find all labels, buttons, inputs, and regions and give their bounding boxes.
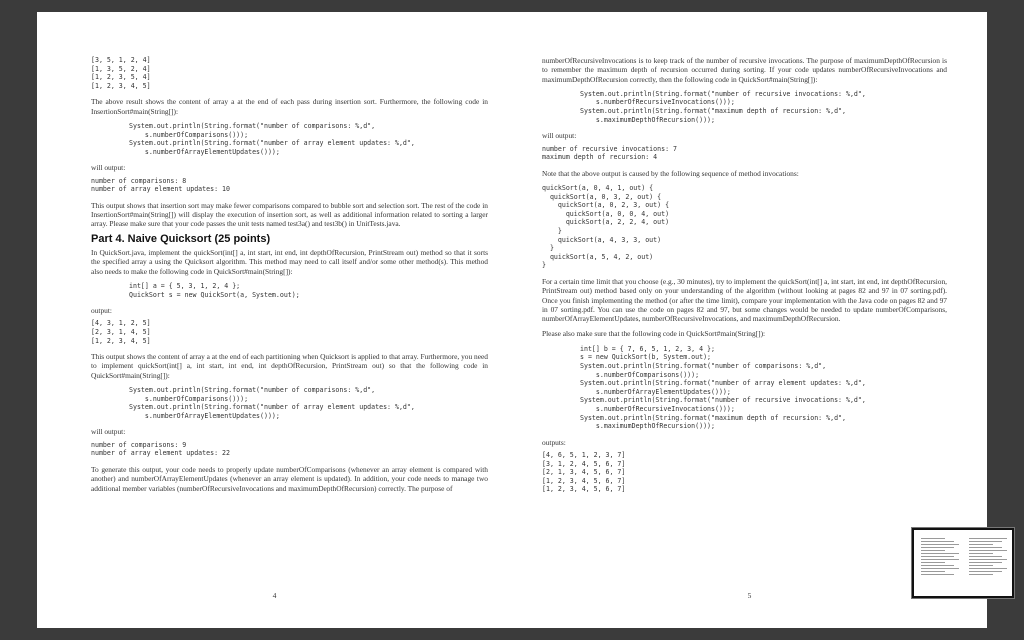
paragraph: In QuickSort.java, implement the quickSort(int[] a, int start, int end, int depthOfRecursion, PrintStream out) method so that it sorts the specified array a using the Quicksort algorithm. This method may need to call itself and/or some other method(s). This method also needs to make the following code in QuickSort#main(String[]): bbox=[91, 248, 488, 276]
thumbnail-page-right[interactable] bbox=[966, 536, 1010, 592]
array-passes-output: [3, 5, 1, 2, 4] [1, 3, 5, 2, 4] [1, 2, 3, 5, 4] [1, 2, 3, 4, 5] bbox=[91, 56, 151, 90]
code-block: int[] b = { 7, 6, 5, 1, 2, 3, 4 }; s = new QuickSort(b, System.out); System.out.println(String.format("number of comparisons: %,d", s.numberOfComparisons())); System.out.println(String.format("number of array element updates: %,d", s.numberOfArrayElementUpdates())); System.out.println(String.format("number of recursive invocations: %,d", s.numberOfRecursiveInvocations())); System.out.println(String.format("maximum depth of recursion: %,d", s.maximumDepthOfRecursion())); bbox=[580, 344, 866, 431]
paragraph: Note that the above output is caused by the following sequence of method invocations: bbox=[542, 168, 799, 178]
output-label: will output: bbox=[91, 163, 126, 173]
paragraph: This output shows the content of array a at the end of each partitioning when Quicksort is applied to that array. Furthermore, you need to implement quickSort(int[] a, int start, int end, int depthOfRecursion, PrintStream out) so that the following code in QuickSort#main(String[]): bbox=[91, 352, 488, 380]
output-block: number of comparisons: 9 number of array element updates: 22 bbox=[91, 440, 230, 458]
output-block: [4, 6, 5, 1, 2, 3, 7] [3, 1, 2, 4, 5, 6, 7] [2, 1, 3, 4, 5, 6, 7] [1, 2, 3, 4, 5, 6, 7] [1, 2, 3, 4, 5, 6, 7] bbox=[542, 451, 626, 494]
output-block: number of comparisons: 8 number of array element updates: 10 bbox=[91, 176, 230, 194]
thumbnail-page-left[interactable] bbox=[918, 536, 962, 592]
output-block: [4, 3, 1, 2, 5] [2, 3, 1, 4, 5] [1, 2, 3, 4, 5] bbox=[91, 319, 151, 345]
paragraph: Please also make sure that the following code in QuickSort#main(String[]): bbox=[542, 329, 766, 339]
output-label: output: bbox=[91, 306, 112, 316]
paragraph: This output shows that insertion sort may make fewer comparisons compared to bubble sort and selection sort. The rest of the code in InsertionSort#main(String[]) will display the execution of insertion sort, as well as additional information related to sorting a larger array. Please make sure that your code passes the unit tests named test3a() and test3b() in UnitTests.java. bbox=[91, 200, 488, 229]
page-spread bbox=[37, 12, 987, 628]
output-label: will output: bbox=[542, 131, 577, 141]
paragraph: For a certain time limit that you choose (e.g., 30 minutes), try to implement the quickSort(int[] a, int start, int end, int depthOfRecursion, PrintStream out) method based only on your understanding of the algorithm (without looking at pages 82 and 97 in 07 sorting.pdf). Once you finish implementing the method (or after the time limit), compare your implementation with the Java code on pages 82 and 97 in 07 sorting.pdf. You can use the code on pages 82 and 97, but some changes would be needed to update numberOfComparisons, numberOfArrayElementUpdates, numberOfRecursiveInvocations, and maximumDepthOfRecursion. bbox=[542, 276, 947, 324]
page-number: 5 bbox=[747, 590, 752, 600]
invocation-sequence: quickSort(a, 0, 4, 1, out) { quickSort(a, 0, 3, 2, out) { quickSort(a, 0, 2, 3, out) { quickSort(a, 0, 0, 4, out) quickSort(a, 2, 2, 4, out) } quickSort(a, 4, 3, 3, out) } quickSort(a, 5, 4, 2, out) } bbox=[542, 184, 670, 270]
output-block: number of recursive invocations: 7 maximum depth of recursion: 4 bbox=[542, 144, 677, 162]
code-block: System.out.println(String.format("number of recursive invocations: %,d", s.numberOfRecursiveInvocations())); System.out.println(String.format("maximum depth of recursion: %,d", s.maximumDepthOfRecursion())); bbox=[580, 89, 866, 124]
code-block: System.out.println(String.format("number of comparisons: %,d", s.numberOfComparisons())); System.out.println(String.format("number of array element updates: %,d", s.numberOfArrayElementUpdates())); bbox=[129, 121, 415, 156]
paragraph: numberOfRecursiveInvocations is to keep track of the number of recursive invocations. The purpose of maximumDepthOfRecursion is to remember the maximum depth of recursion occurred during sorting. If your code updates numberOfRecursiveInvocations and maximumDepthOfRecursion correctly, then the following code in QuickSort#main(String[]): bbox=[542, 56, 947, 84]
output-label: will output: bbox=[91, 427, 126, 437]
page-number: 4 bbox=[272, 590, 277, 600]
page-thumbnail-navigator[interactable] bbox=[912, 528, 1014, 598]
paragraph: To generate this output, your code needs to properly update numberOfComparisons (whenever an array element is compared with another) and numberOfArrayElementUpdates (whenever an array element is updated). In addition, your code needs to manage two additional member variables (numberOfRecursiveInvocations and maximumDepthOfRecursion) correctly. The purpose of bbox=[91, 464, 488, 493]
code-block: System.out.println(String.format("number of comparisons: %,d", s.numberOfComparisons())); System.out.println(String.format("number of array element updates: %,d", s.numberOfArrayElementUpdates())); bbox=[129, 386, 415, 420]
paragraph: The above result shows the content of array a at the end of each pass during insertion sort. Furthermore, the following code in InsertionSort#main(String[]): bbox=[91, 97, 488, 116]
code-block: int[] a = { 5, 3, 1, 2, 4 }; QuickSort s = new QuickSort(a, System.out); bbox=[129, 281, 300, 299]
section-heading: Part 4. Naive Quicksort (25 points) bbox=[91, 232, 271, 245]
output-label: outputs: bbox=[542, 437, 566, 447]
page-4 bbox=[37, 12, 512, 628]
